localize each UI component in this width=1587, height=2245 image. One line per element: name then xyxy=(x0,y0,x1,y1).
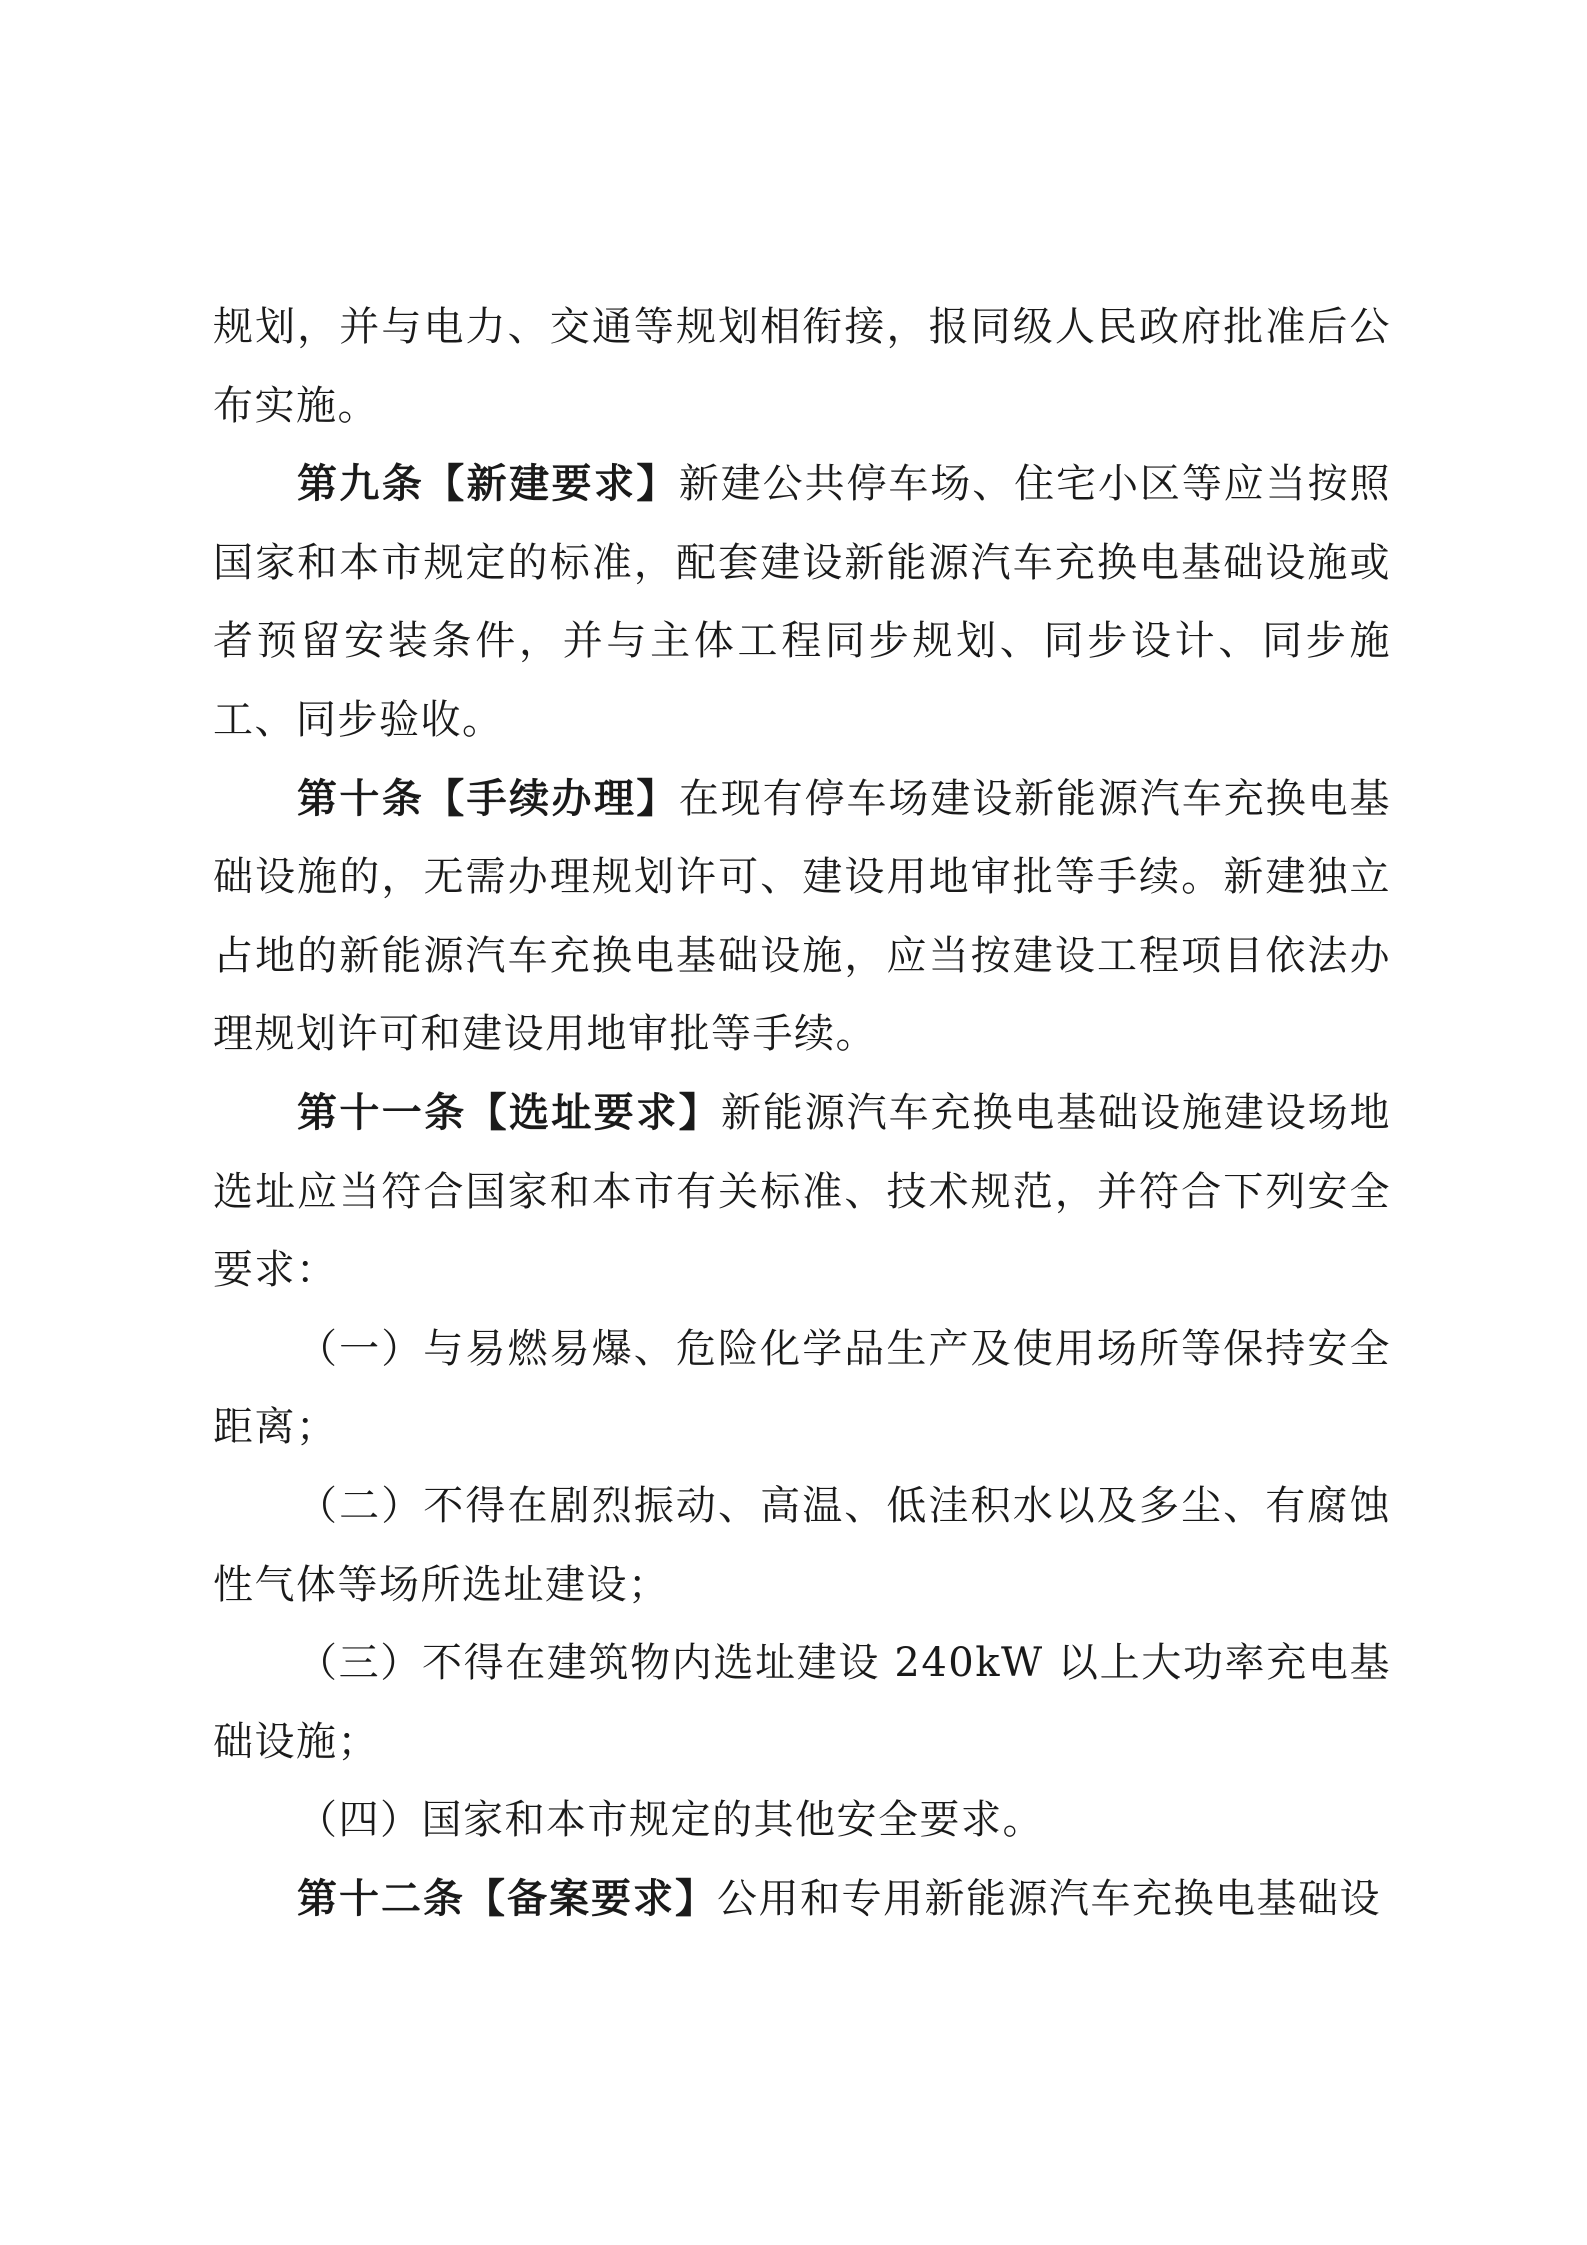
article-heading: 第十条【手续办理】 xyxy=(297,775,679,822)
list-item-text: （四）国家和本市规定的其他安全要求。 xyxy=(297,1797,1044,1844)
article-heading: 第十二条【备案要求】 xyxy=(297,1875,717,1922)
paragraph-text: 规划，并与电力、交通等规划相衔接，报同级人民政府批准后公布实施。 xyxy=(213,304,1391,429)
paragraph-text: 在现有停车场建设新能源汽车充换电基础设施的，无需办理规划许可、建设用地审批等手续。新建独立占地的新能源汽车充换电基础设施，应当按建设工程项目依法办理规划许可和建设用地审批等手续。 xyxy=(213,775,1392,1058)
list-item-text: （三）不得在建筑物内选址建设 240kW 以上大功率充电基础设施； xyxy=(213,1640,1391,1765)
paragraph-text: 公用和专用新能源汽车充换电基础设 xyxy=(717,1875,1381,1922)
list-item xyxy=(213,1624,1391,1781)
list-item xyxy=(213,1310,1391,1467)
paragraph-continuation xyxy=(213,288,1391,445)
article-9 xyxy=(213,445,1391,759)
article-heading: 第十一条【选址要求】 xyxy=(297,1089,721,1136)
list-item-text: （二）不得在剧烈振动、高温、低洼积水以及多尘、有腐蚀性气体等场所选址建设； xyxy=(213,1482,1391,1608)
article-12 xyxy=(213,1860,1391,1939)
paragraph-text: 新建公共停车场、住宅小区等应当按照国家和本市规定的标准，配套建设新能源汽车充换电基础设施或者预留安装条件，并与主体工程同步规划、同步设计、同步施工、同步验收。 xyxy=(213,461,1392,743)
list-item-text: （一）与易燃易爆、危险化学品生产及使用场所等保持安全距离； xyxy=(213,1325,1391,1451)
list-item xyxy=(213,1467,1391,1624)
paragraph-text: 新能源汽车充换电基础设施建设场地选址应当符合国家和本市有关标准、技术规范，并符合下列安全要求： xyxy=(213,1089,1391,1294)
article-10 xyxy=(213,760,1391,1074)
document-body xyxy=(213,288,1391,1938)
list-item xyxy=(213,1781,1391,1860)
article-heading: 第九条【新建要求】 xyxy=(297,461,679,508)
article-11 xyxy=(213,1074,1391,1310)
